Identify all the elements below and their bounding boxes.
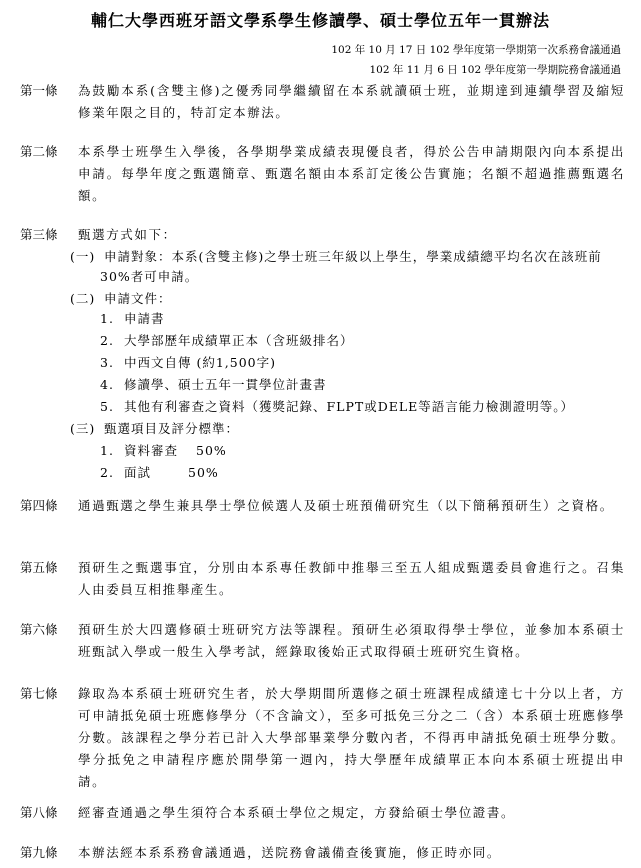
- section-number: (三): [70, 421, 96, 436]
- article-3: [20, 224, 625, 246]
- article-label: 第七條: [20, 686, 58, 701]
- article-text: 預研生之甄選事宜，分別由本系專任教師中推舉三至五人組成甄選委員會進行之。召集人由委員互相推舉產生。: [78, 560, 625, 597]
- article-label: 第二條: [20, 144, 58, 159]
- article-text: 本辦法經本系系務會議通過，送院務會議備查後實施，修正時亦同。: [78, 845, 502, 860]
- article-label: 第八條: [20, 805, 58, 820]
- list-item: [100, 440, 227, 462]
- list-item: [100, 462, 219, 484]
- section-text: 申請對象：本系(含雙主修)之學士班三年級以上學生，學業成績總平均名次在該班前: [104, 249, 602, 264]
- article-text: 錄取為本系碩士班研究生者，於大學期間所選修之碩士班課程成績達七十分以上者，方可申請抵免碩士班應修學分（不含論文），至多可抵免三分之二（含）本系碩士班應修學分數。該課程之學分若已計入大學部畢業學分數內者，不得再申請抵免碩士班學分數。學分抵免之申請程序應於開學第一週內，持大學歷年成績單正本向本系碩士班提出申請。: [78, 686, 625, 789]
- article-label: 第六條: [20, 622, 58, 637]
- item-number: 5.: [100, 399, 114, 414]
- article-7: [20, 683, 625, 793]
- section-text: 申請文件：: [104, 291, 172, 306]
- article-label: 第一條: [20, 83, 58, 98]
- item-text: 其他有利審查之資料（獲獎記錄、FLPT或DELE等語言能力檢測證明等。）: [124, 399, 575, 414]
- article-label: 第四條: [20, 498, 58, 513]
- article-1: [20, 80, 625, 124]
- item-text: 中西文自傳 (約1,500字): [124, 355, 277, 370]
- article-6: [20, 619, 625, 663]
- article-label: 第三條: [20, 227, 58, 242]
- section-1-continued: [100, 266, 198, 288]
- article-text: 本系學士班學生入學後，各學期學業成績表現優良者，得於公告申請期限內向本系提出申請。每學年度之甄選簡章、甄選名額由本系訂定後公告實施；名額不超過推薦甄選名額。: [78, 144, 625, 203]
- section-text: 甄選項目及評分標準：: [104, 421, 240, 436]
- article-2: [20, 141, 625, 207]
- section-number: (一): [70, 249, 96, 264]
- list-item: [100, 308, 165, 330]
- item-score: 50%: [188, 465, 219, 480]
- document-title: 輔仁大學西班牙語文學系學生修讀學、碩士學位五年一貫辦法: [90, 11, 550, 30]
- article-9: [20, 842, 625, 864]
- article-text: 預研生於大四選修碩士班研究方法等課程。預研生必須取得學士學位，並參加本系碩士班甄試入學或一般生入學考試，經錄取後始正式取得碩士班研究生資格。: [78, 622, 625, 659]
- approval-note-1: 102 年 10 月 17 日 102 學年度第一學期第一次系務會議通過: [331, 44, 621, 56]
- list-item: [100, 396, 574, 418]
- item-score: 50%: [196, 443, 227, 458]
- section-number: (二): [70, 291, 96, 306]
- item-number: 2.: [100, 465, 114, 480]
- section-1: [70, 246, 602, 268]
- section-3: [70, 418, 239, 440]
- list-item: [100, 352, 276, 374]
- item-text: 大學部歷年成績單正本（含班級排名）: [124, 333, 354, 348]
- approval-note-2: 102 年 11 月 6 日 102 學年度第一學期院務會議通過: [369, 64, 621, 76]
- item-number: 4.: [100, 377, 114, 392]
- list-item: [100, 374, 327, 396]
- article-label: 第五條: [20, 560, 58, 575]
- item-number: 1.: [100, 443, 114, 458]
- item-text: 資料審查: [124, 443, 179, 458]
- item-number: 1.: [100, 311, 114, 326]
- section-2: [70, 288, 172, 310]
- article-text: 為鼓勵本系(含雙主修)之優秀同學繼續留在本系就讀碩士班，並期達到連續學習及縮短修業年限之目的，特訂定本辦法。: [78, 83, 625, 120]
- item-text: 面試: [124, 465, 152, 480]
- item-text: 申請書: [124, 311, 165, 326]
- item-number: 2.: [100, 333, 114, 348]
- article-text: 通過甄選之學生兼具學士學位候選人及碩士班預備研究生（以下簡稱預研生）之資格。: [78, 498, 614, 513]
- article-text: 經審查通過之學生須符合本系碩士學位之規定，方發給碩士學位證書。: [78, 805, 516, 820]
- section-text-continued: 30%者可申請。: [100, 269, 199, 284]
- article-label: 第九條: [20, 845, 58, 860]
- article-4: [20, 495, 625, 517]
- article-5: [20, 557, 625, 601]
- article-8: [20, 802, 625, 824]
- item-text: 修讀學、碩士五年一貫學位計畫書: [124, 377, 327, 392]
- item-number: 3.: [100, 355, 114, 370]
- list-item: [100, 330, 354, 352]
- article-text: 甄選方式如下：: [78, 227, 177, 242]
